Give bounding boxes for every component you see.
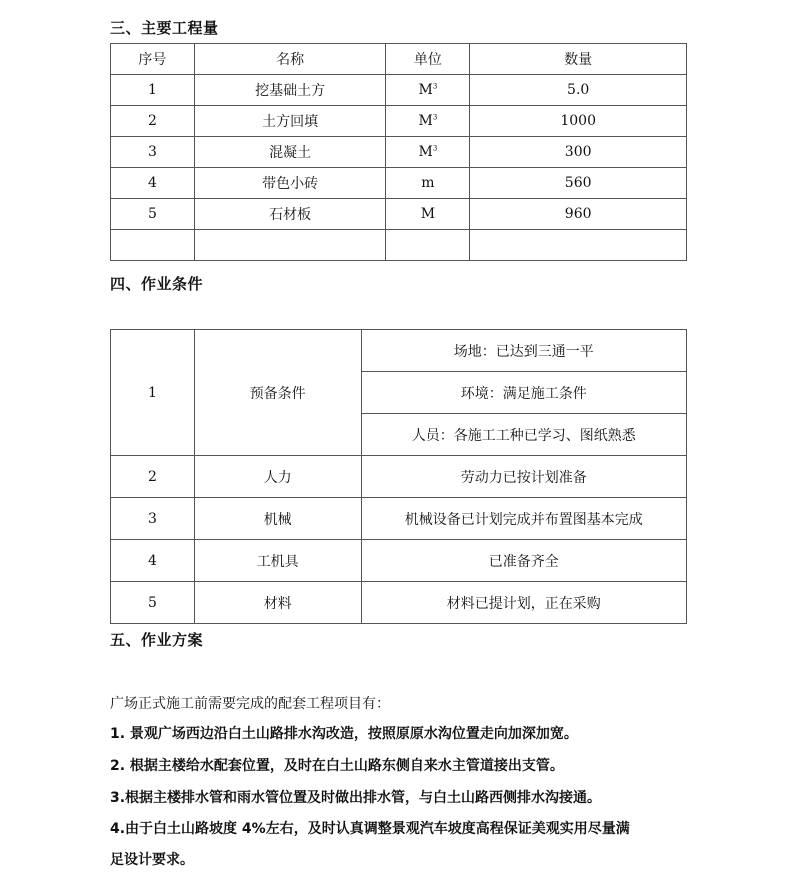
work-conditions-table <box>110 329 687 624</box>
row-unit: M <box>386 199 470 230</box>
row-no: 4 <box>111 168 195 199</box>
section-4-heading: 四、作业条件 <box>110 275 204 293</box>
row-no: 5 <box>111 582 195 624</box>
row-no: 3 <box>111 498 195 540</box>
header-no: 序号 <box>111 44 195 75</box>
plan-item-4: 4.由于白土山路坡度 4%左右，及时认真调整景观汽车坡度高程保证美观实用尽量满 <box>110 821 630 837</box>
row-detail: 环境：满足施工条件 <box>361 372 686 414</box>
table-row <box>111 540 687 582</box>
row-qty: 300 <box>470 137 687 168</box>
row-no <box>111 230 195 261</box>
row-detail: 劳动力已按计划准备 <box>361 456 686 498</box>
row-unit: $M^3$ <box>386 75 470 106</box>
row-item: 机械 <box>194 498 361 540</box>
table-row <box>111 456 687 498</box>
row-qty: 560 <box>470 168 687 199</box>
row-detail: 机械设备已计划完成并布置图基本完成 <box>361 498 686 540</box>
header-name: 名称 <box>194 44 386 75</box>
row-name: 带色小砖 <box>194 168 386 199</box>
row-name <box>194 230 386 261</box>
row-item: 材料 <box>194 582 361 624</box>
row-item: 人力 <box>194 456 361 498</box>
table-row-empty <box>111 230 687 261</box>
row-qty: 960 <box>470 199 687 230</box>
table-row <box>111 75 687 106</box>
header-qty: 数量 <box>470 44 687 75</box>
row-unit: $M^3$ <box>386 106 470 137</box>
row-no: 4 <box>111 540 195 582</box>
engineering-quantity-table <box>110 43 687 261</box>
section-5-heading: 五、作业方案 <box>110 631 204 649</box>
row-item: 预备条件 <box>194 330 361 456</box>
row-qty <box>470 230 687 261</box>
plan-item-2: 2. 根据主楼给水配套位置，及时在白土山路东侧自来水主管道接出支管。 <box>110 758 564 774</box>
row-qty: 5.0 <box>470 75 687 106</box>
row-unit <box>386 230 470 261</box>
row-no: 1 <box>111 330 195 456</box>
row-qty: 1000 <box>470 106 687 137</box>
row-detail: 人员：各施工工种已学习、图纸熟悉 <box>361 414 686 456</box>
row-detail: 已准备齐全 <box>361 540 686 582</box>
row-name: 混凝土 <box>194 137 386 168</box>
table-row <box>111 137 687 168</box>
plan-item-4-continued: 足设计要求。 <box>110 852 194 868</box>
row-item: 工机具 <box>194 540 361 582</box>
row-detail: 场地：已达到三通一平 <box>361 330 686 372</box>
table-row <box>111 330 687 372</box>
row-unit: m <box>386 168 470 199</box>
row-no: 3 <box>111 137 195 168</box>
row-unit: $M^3$ <box>386 137 470 168</box>
plan-intro: 广场正式施工前需要完成的配套工程项目有： <box>110 696 390 712</box>
plan-item-3: 3.根据主楼排水管和雨水管位置及时做出排水管，与白土山路西侧排水沟接通。 <box>110 790 602 806</box>
row-name: 石材板 <box>194 199 386 230</box>
row-no: 2 <box>111 456 195 498</box>
header-unit: 单位 <box>386 44 470 75</box>
row-name: 土方回填 <box>194 106 386 137</box>
row-name: 挖基础土方 <box>194 75 386 106</box>
table-row <box>111 199 687 230</box>
table-header-row <box>111 44 687 75</box>
section-3-heading: 三、主要工程量 <box>110 19 219 37</box>
table-row <box>111 582 687 624</box>
table-row <box>111 498 687 540</box>
table-row <box>111 168 687 199</box>
plan-item-1: 1. 景观广场西边沿白土山路排水沟改造，按照原原水沟位置走向加深加宽。 <box>110 726 578 742</box>
row-no: 2 <box>111 106 195 137</box>
table-row <box>111 106 687 137</box>
row-detail: 材料已提计划，正在采购 <box>361 582 686 624</box>
row-no: 1 <box>111 75 195 106</box>
row-no: 5 <box>111 199 195 230</box>
